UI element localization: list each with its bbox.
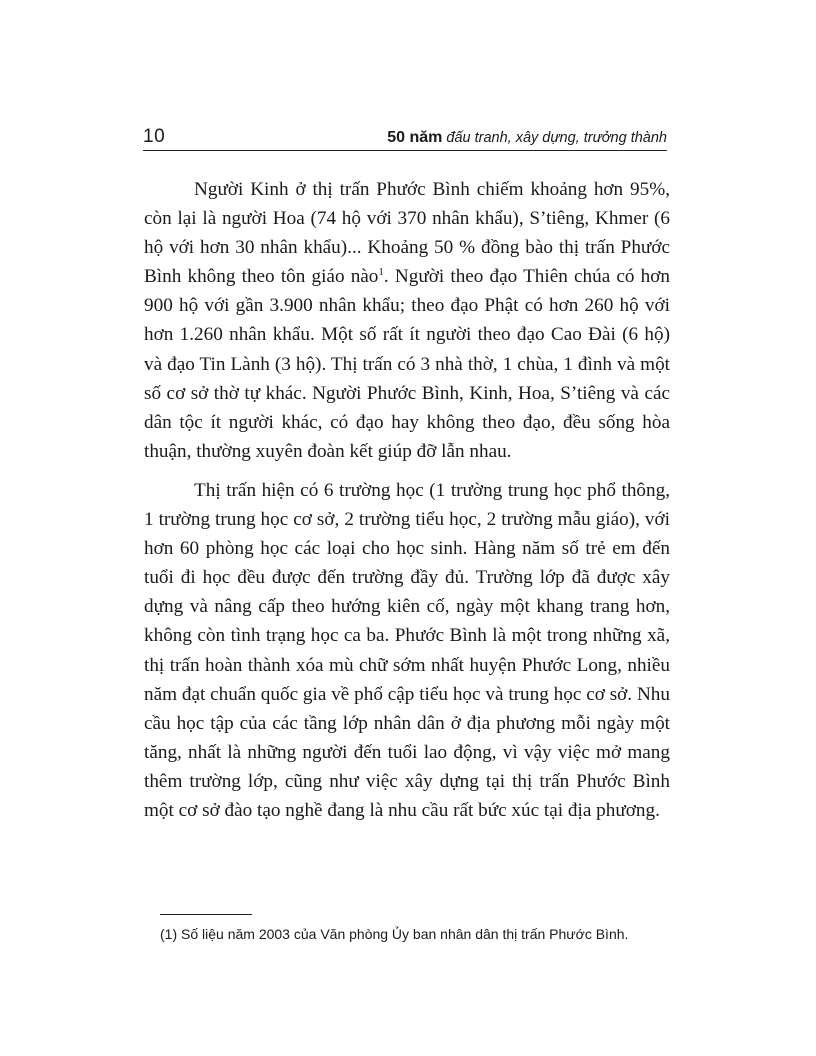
page-number: 10 [143, 126, 166, 147]
footnote-marker: 1 [378, 266, 384, 279]
running-title-bold: 50 năm [387, 129, 443, 146]
footnote-divider [160, 914, 252, 915]
footnote: (1) Số liệu năm 2003 của Văn phòng Ủy ban nhân dân thị trấn Phước Bình. [160, 926, 629, 942]
running-title-italic: đấu tranh, xây dựng, trưởng thành [446, 130, 667, 146]
paragraph-text: . Người theo đạo Thiên chúa có hơn 900 hộ với gần 3.900 nhân khẩu; theo đạo Phật có hơn 260 hộ với hơn 1.260 nhân khẩu. Một số rất ít người theo đạo Cao Đài (6 hộ) và đạo Tin Lành (3 hộ). Thị trấn có 3 nhà thờ, 1 chùa, 1 đình và một số cơ sở thờ tự khác. Người Phước Bình, Kinh, Hoa, S’tiêng và các dân tộc ít người khác, có đạo hay không theo đạo, đều sống hòa thuận, thường xuyên đoàn kết giúp đỡ lẫn nhau. [144, 266, 670, 462]
paragraph-text: Người Kinh ở thị trấn Phước Bình chiếm khoảng hơn 95%, còn lại là người Hoa (74 hộ với 370 nhân khẩu), S’tiêng, Khmer (6 hộ với hơn 30 nhân khẩu)... Khoảng 50 % đồng bào thị trấn Phước Bình không theo tôn giáo nào [144, 179, 670, 288]
running-header [143, 126, 667, 151]
paragraph-education: Thị trấn hiện có 6 trường học (1 trường trung học phổ thông, 1 trường trung học cơ sở, 2 trường tiểu học, 2 trường mẫu giáo), với hơn 60 phòng học các loại cho học sinh. Hàng năm số trẻ em đến tuổi đi học đều được đến trường đầy đủ. Trường lớp đã được xây dựng và nâng cấp theo hướng kiên cố, ngày một khang trang hơn, không còn tình trạng học ca ba. Phước Bình là một trong những xã, thị trấn hoàn thành xóa mù chữ sớm nhất huyện Phước Long, nhiều năm đạt chuẩn quốc gia về phổ cập tiểu học và trung học cơ sở. Nhu cầu học tập của các tầng lớp nhân dân ở địa phương mỗi ngày một tăng, nhất là những người đến tuổi lao động, vì vậy việc mở mang thêm trường lớp, cũng như việc xây dựng tại thị trấn Phước Bình một cơ sở đào tạo nghề đang là nhu cầu rất bức xúc tại địa phương. [144, 479, 670, 821]
paragraph-ethnicity-religion [144, 175, 670, 466]
running-title [387, 129, 667, 147]
body-text [144, 175, 670, 825]
